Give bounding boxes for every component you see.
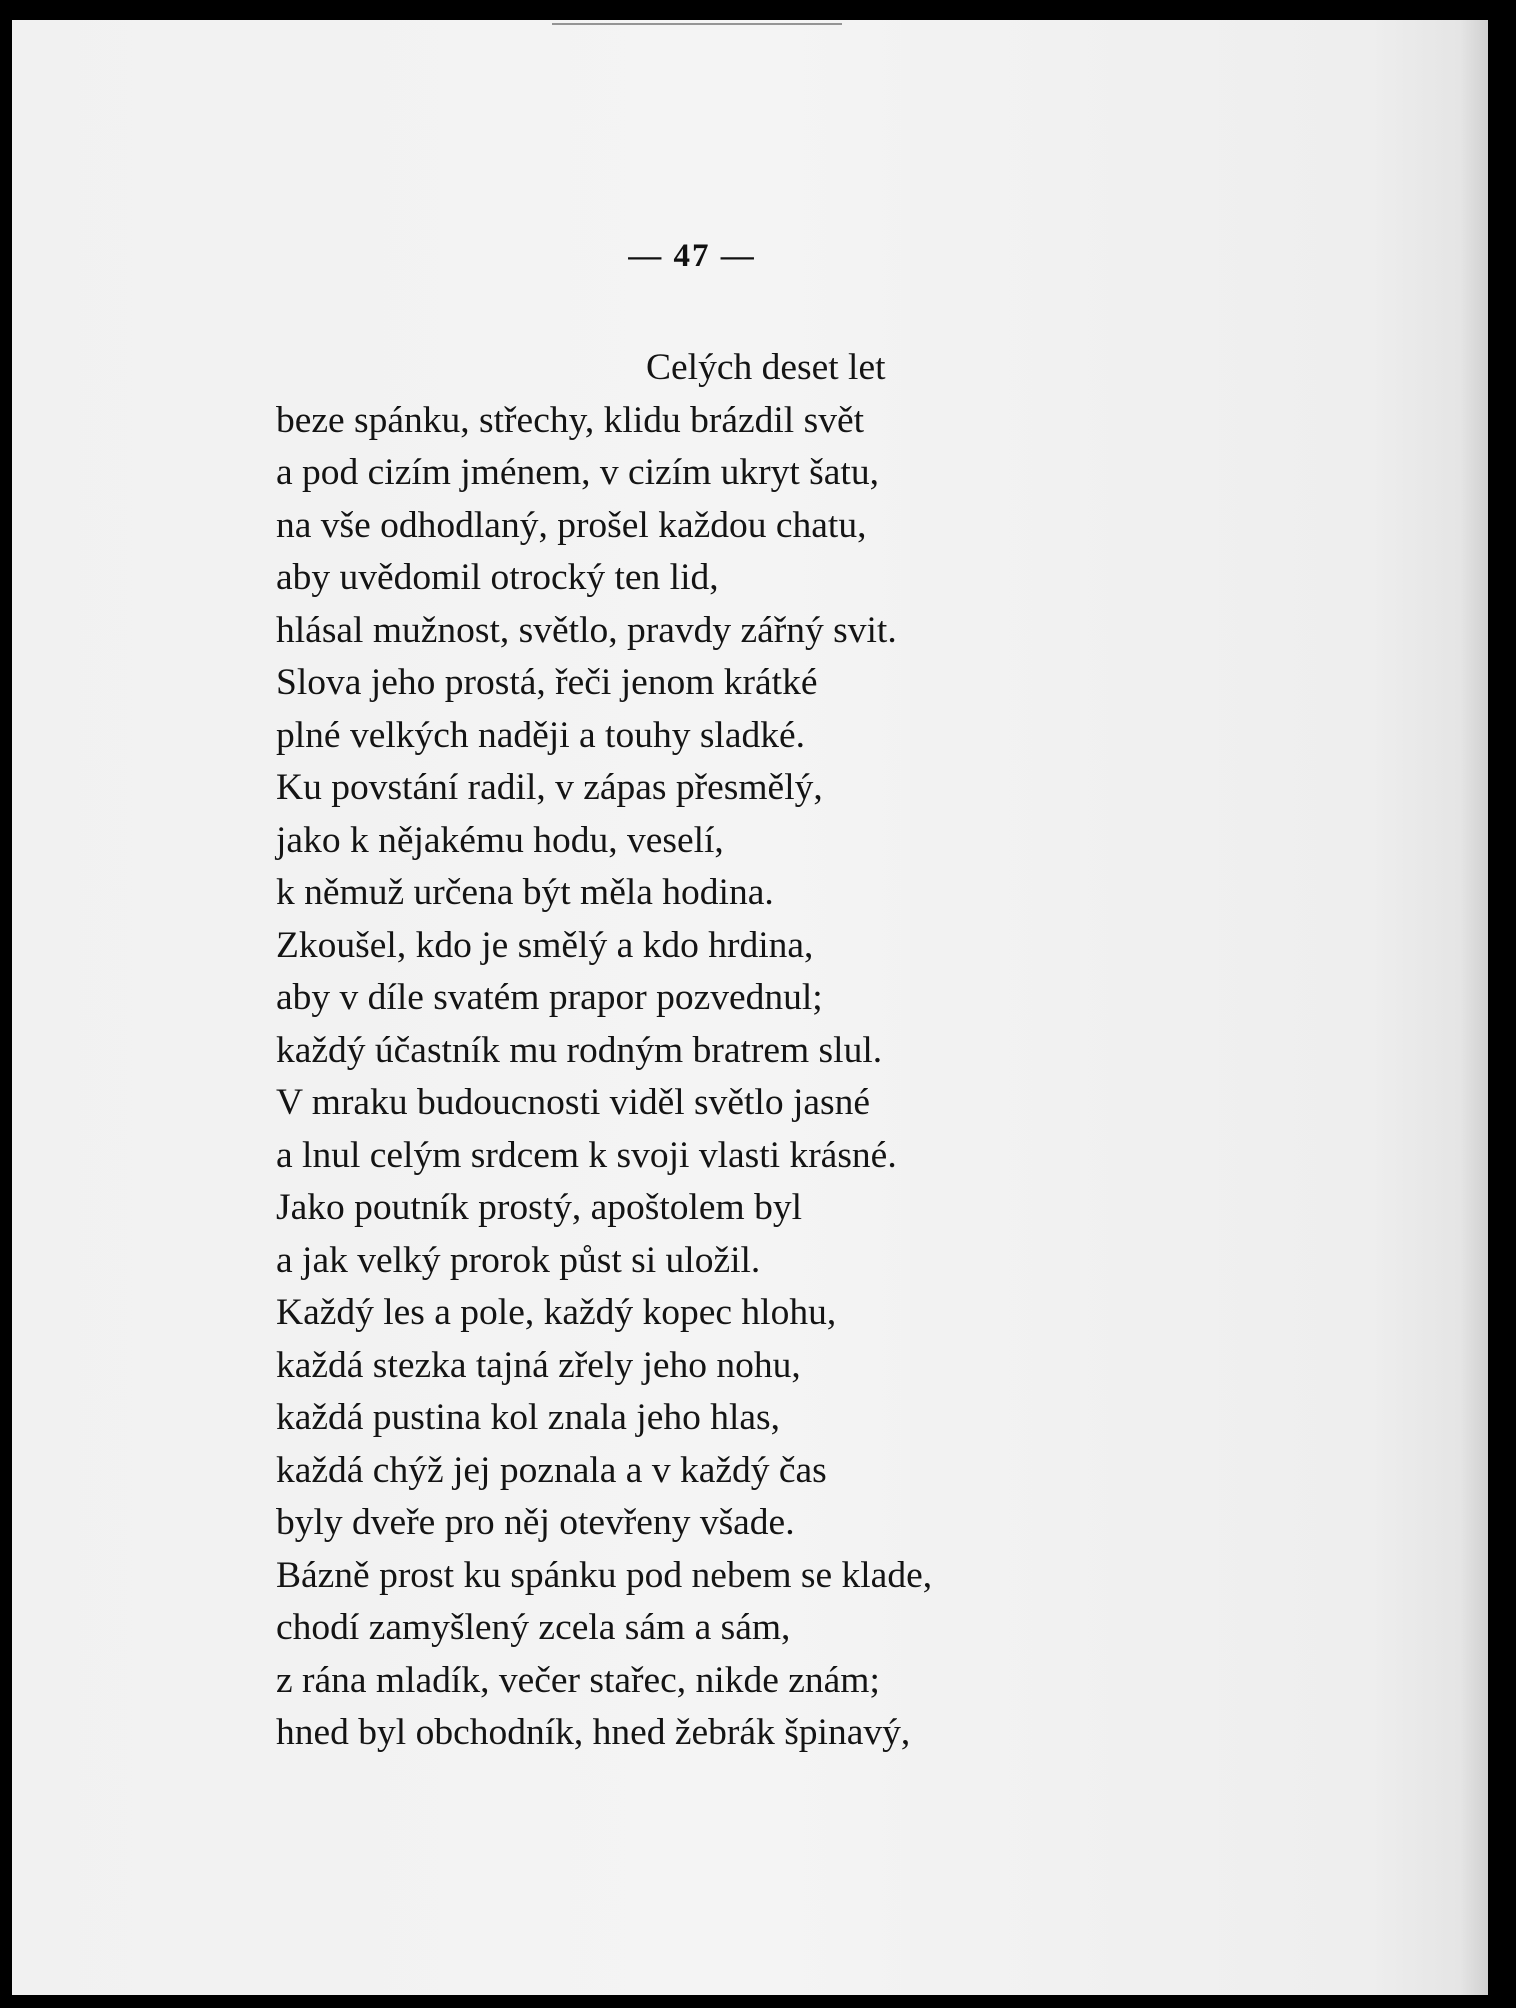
poem-line: každá stezka tajná zřely jeho nohu, [276, 1344, 801, 1386]
page-number: — 47 — [628, 238, 756, 274]
poem-line: každá pustina kol znala jeho hlas, [276, 1397, 780, 1438]
poem-line: každá chýž jej poznala a v každý čas [276, 1449, 827, 1491]
poem-line: plné velkých naději a touhy sladké. [276, 714, 806, 756]
poem-line: byly dveře pro něj otevřeny všade. [276, 1502, 795, 1543]
poem-line: Ku povstání radil, v zápas přesmělý, [276, 767, 823, 808]
poem-line: beze spánku, střechy, klidu brázdil svět [276, 399, 865, 441]
poem-line: chodí zamyšlený zcela sám a sám, [276, 1607, 791, 1648]
poem-line: každý účastník mu rodným bratrem slul. [276, 1029, 883, 1071]
poem-line: a pod cizím jménem, v cizím ukryt šatu, [276, 452, 879, 493]
poem-line: aby v díle svatém prapor pozvednul; [276, 977, 823, 1018]
page-edge-shadow [1460, 20, 1488, 1995]
poem-line: Celých deset let [646, 347, 886, 388]
poem-line: V mraku budoucnosti viděl světlo jasné [276, 1082, 871, 1123]
poem-line: Jako poutník prostý, apoštolem byl [276, 1187, 803, 1228]
poem-line: Slova jeho prostá, řeči jenom krátké [276, 662, 818, 703]
poem-line: Každý les a pole, každý kopec hlohu, [276, 1292, 837, 1333]
poem-line: z rána mladík, večer stařec, nikde znám; [276, 1659, 880, 1701]
poem-line: jako k nějakému hodu, veselí, [276, 819, 724, 861]
poem-line: Bázně prost ku spánku pod nebem se klade, [276, 1554, 933, 1596]
poem-line: na vše odhodlaný, prošel každou chatu, [276, 504, 867, 546]
book-page [12, 20, 1488, 1995]
top-rule [552, 23, 842, 25]
poem-line: a lnul celým srdcem k svoji vlasti krásné. [276, 1134, 897, 1176]
poem-line: k němuž určena být měla hodina. [276, 872, 774, 913]
poem-line: hlásal mužnost, světlo, pravdy zářný svit. [276, 609, 897, 651]
poem-line: Zkoušel, kdo je smělý a kdo hrdina, [276, 924, 814, 966]
poem-line: a jak velký prorok půst si uložil. [276, 1239, 761, 1281]
poem-text [276, 342, 932, 1760]
poem-line: hned byl obchodník, hned žebrák špinavý, [276, 1712, 911, 1753]
poem-line: aby uvědomil otrocký ten lid, [276, 557, 719, 598]
